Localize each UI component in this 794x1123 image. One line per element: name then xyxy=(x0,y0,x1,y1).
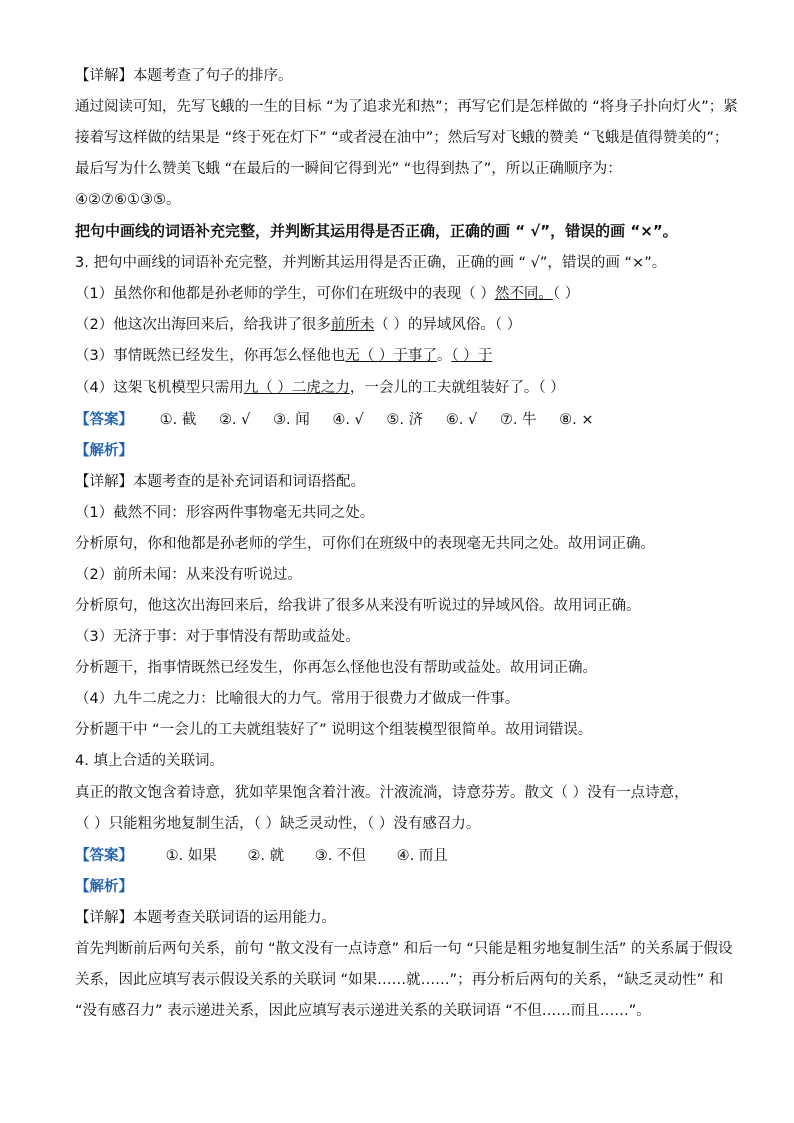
answer-order: ④②⑦⑥①③⑤。 xyxy=(75,192,181,208)
answer-item: ②. 就 xyxy=(247,848,285,864)
analysis-line: 分析原句，你和他都是孙老师的学生，可你们在班级中的表现毫无共同之处。故用词正确。 xyxy=(75,536,655,552)
analysis-line: 分析题干，指事情既然已经发生，你再怎么怪他也没有帮助或益处。故用词正确。 xyxy=(75,660,597,676)
paragraph-line: 首先判断前后两句关系，前句 “散文没有一点诗意” 和后一句 “只能是粗劣地复制生活” 的关系属于假设 xyxy=(75,941,733,957)
section-title: 把句中画线的词语补充完整，并判断其运用得是否正确，正确的画 “ √”，错误的画 “×”。 xyxy=(75,222,678,240)
answer-item: ②. √ xyxy=(218,412,251,428)
detail-header: 【详解】 xyxy=(75,68,133,84)
explanation-line: （2）前所未闻：从来没有听说过。 xyxy=(75,567,302,583)
answer-line xyxy=(75,410,612,430)
detail-line: 【详解】本题考查了句子的排序。 xyxy=(75,68,293,84)
sentence-4: （4）这架飞机模型只需用九（ ）二虎之力，一会儿的工夫就组装好了。（ ） xyxy=(75,380,565,396)
question-stem: 4. 填上合适的关联词。 xyxy=(75,753,224,769)
detail-line: 【详解】本题考查的是补充词语和词语搭配。 xyxy=(75,474,365,490)
answer-item: ①. 如果 xyxy=(165,848,217,864)
answer-item: ③. 不但 xyxy=(314,848,366,864)
question-stem: 3. 把句中画线的词语补充完整，并判断其运用得是否正确，正确的画 “ √”，错误的画 “×”。 xyxy=(75,255,667,271)
paragraph-line: （ ）只能粗劣地复制生活，（ ）缺乏灵动性，（ ）没有感召力。 xyxy=(75,816,481,832)
answer-item: ⑧. × xyxy=(559,412,594,428)
answer-item: ①. 截 xyxy=(159,412,197,428)
underlined-phrase: 九（ ）二虎之力 xyxy=(243,380,350,396)
paragraph-line: 接着写这样做的结果是 “终于死在灯下” “或者浸在油中”；然后写对飞蛾的赞美 “飞蛾是值得赞美的”； xyxy=(75,130,729,146)
underlined-phrase: 无（ ）于事了 xyxy=(345,348,437,364)
explanation-line: （4）九牛二虎之力：比喻很大的力气。常用于很费力才做成一件事。 xyxy=(75,691,520,707)
underlined-phrase: 前所未 xyxy=(330,317,375,333)
answer-item: ④. 而且 xyxy=(396,848,448,864)
answer-item: ⑤. 济 xyxy=(386,412,424,428)
answer-line xyxy=(75,846,466,866)
paragraph-line: 通过阅读可知，先写飞蛾的一生的目标 “为了追求光和热”；再写它们是怎样做的 “将身子扑向灯火”；紧 xyxy=(75,99,738,115)
answer-item: ⑦. 牛 xyxy=(499,412,537,428)
underlined-phrase: 然不同。 xyxy=(494,286,553,302)
paragraph-line: “没有感召力” 表示递进关系，因此应填写表示递进关系的关联词语 “不但……而且……”。 xyxy=(75,1003,651,1019)
answer-item: ④. √ xyxy=(332,412,364,428)
analysis-line: 分析原句，他这次出海回来后，给我讲了很多从来没有听说过的异域风俗。故用词正确。 xyxy=(75,598,641,614)
sentence-1: （1）虽然你和他都是孙老师的学生，可你们在班级中的表现（ ）然不同。（ ） xyxy=(75,286,580,302)
sentence-2: （2）他这次出海回来后，给我讲了很多前所未（ ）的异域风俗。（ ） xyxy=(75,317,522,333)
paragraph-line: 关系，因此应填写表示假设关系的关联词 “如果……就……”；再分析后两句的关系，“缺乏灵动性” 和 xyxy=(75,972,724,988)
paragraph-line: 真正的散文饱含着诗意，犹如苹果饱含着汁液。汁液流淌，诗意芬芳。散文（ ）没有一点诗意， xyxy=(75,785,689,801)
answer-header: 【答案】 xyxy=(75,848,133,864)
analysis-header: 【解析】 xyxy=(75,879,133,895)
analysis-line: 分析题干中 “一会儿的工夫就组装好了” 说明这个组装模型很简单。故用词错误。 xyxy=(75,722,593,738)
answer-item: ⑥. √ xyxy=(445,412,478,428)
answer-item: ③. 闻 xyxy=(273,412,310,428)
answer-header: 【答案】 xyxy=(75,412,133,428)
explanation-line: （1）截然不同：形容两件事物毫无共同之处。 xyxy=(75,505,375,521)
underlined-phrase: （ ） xyxy=(451,348,478,364)
detail-line: 【详解】本题考查关联词语的运用能力。 xyxy=(75,910,336,926)
explanation-line: （3）无济于事：对于事情没有帮助或益处。 xyxy=(75,629,360,645)
sentence-3: （3）事情既然已经发生，你再怎么怪他也无（ ）于事了。（ ）于 xyxy=(75,348,493,364)
analysis-header: 【解析】 xyxy=(75,443,133,459)
paragraph-line: 最后写为什么赞美飞蛾 “在最后的一瞬间它得到光” “也得到热了”，所以正确顺序为： xyxy=(75,161,622,177)
